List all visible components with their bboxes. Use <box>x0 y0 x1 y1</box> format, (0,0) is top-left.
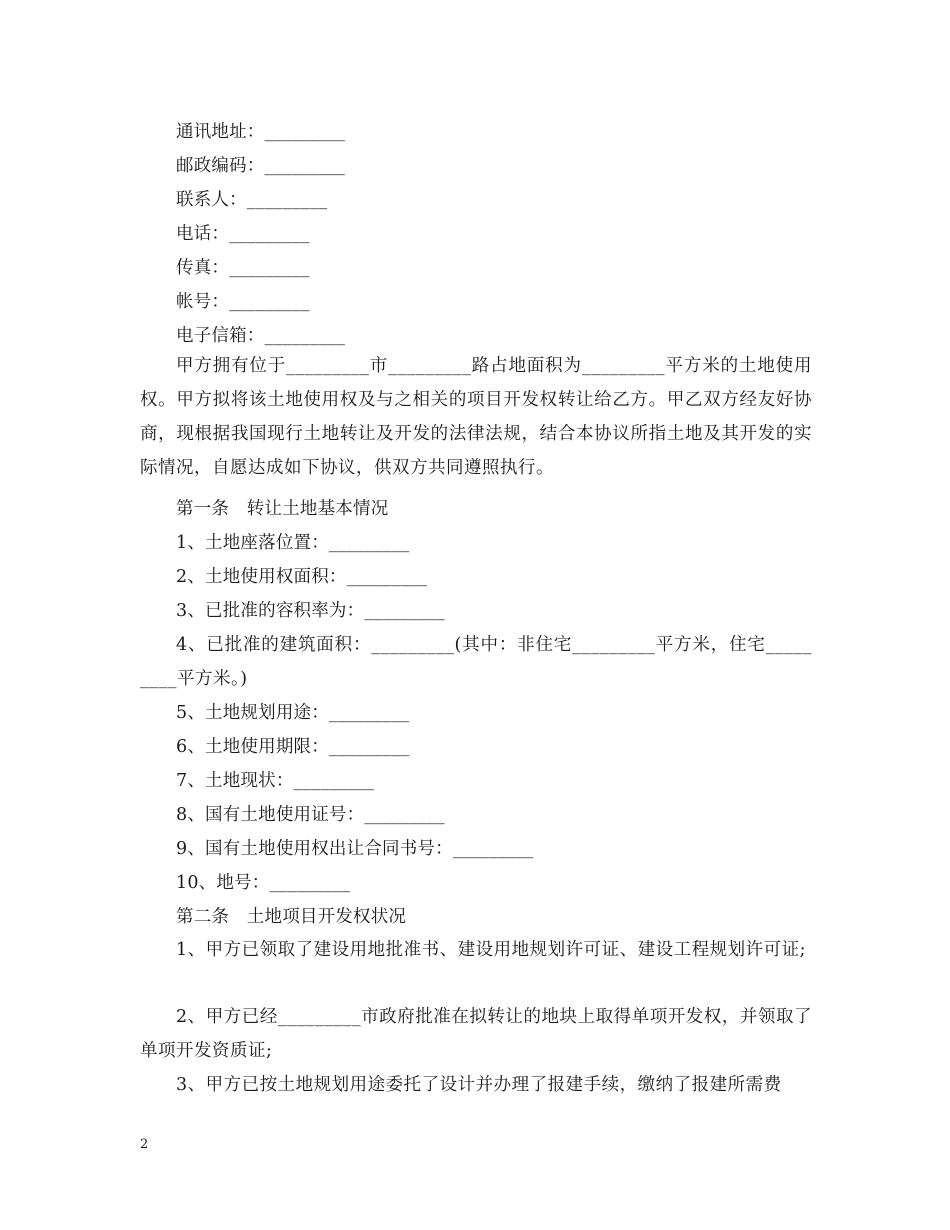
article2-item: 2、甲方已经_________市政府批准在拟转让的地块上取得单项开发权，并领取了单项开发资质证; <box>140 1007 812 1061</box>
contact-fax: 传真：_________ <box>176 258 310 278</box>
article1-item: 5、土地规划用途：_________ <box>176 703 410 723</box>
article2-item: 3、甲方已按土地规划用途委托了设计并办理了报建手续，缴纳了报建所需费 <box>176 1075 782 1095</box>
page-number: 2 <box>140 1137 149 1152</box>
article1-item: 2、土地使用权面积：_________ <box>176 567 428 587</box>
article2-title: 第二条 土地项目开发权状况 <box>176 907 407 927</box>
article1-item: 1、土地座落位置：_________ <box>176 533 410 553</box>
article1-item: 4、已批准的建筑面积：_________(其中：非住宅_________平方米，住宅_________平方米。) <box>140 635 812 689</box>
contact-phone: 电话：_________ <box>176 224 310 244</box>
contact-address: 通讯地址：_________ <box>176 122 346 142</box>
contact-email: 电子信箱：_________ <box>176 326 346 346</box>
article1-item: 3、已批准的容积率为：_________ <box>176 601 445 621</box>
article1-item: 6、土地使用期限：_________ <box>176 737 410 757</box>
contact-account: 帐号：_________ <box>176 292 310 312</box>
article1-item: 9、国有土地使用权出让合同书号：_________ <box>176 839 534 859</box>
contact-postcode: 邮政编码：_________ <box>176 156 346 176</box>
article1-item: 8、国有土地使用证号：_________ <box>176 805 445 825</box>
article1-title: 第一条 转让土地基本情况 <box>176 499 389 519</box>
article2-item: 1、甲方已领取了建设用地批准书、建设用地规划许可证、建设工程规划许可证; <box>176 940 807 960</box>
contact-person: 联系人：_________ <box>176 190 328 210</box>
intro-paragraph: 甲方拥有位于_________市_________路占地面积为_________平方米的土地使用权。甲方拟将该土地使用权及与之相关的项目开发权转让给乙方。甲乙双方经友好协商，现根据我国现行土地转让及开发的法律法规，结合本协议所指土地及其开发的实际情况，自愿达成如下协议，供双方共同遵照执行。 <box>140 356 812 478</box>
article1-item: 7、土地现状：_________ <box>176 771 375 791</box>
article1-item: 10、地号：_________ <box>176 873 351 893</box>
